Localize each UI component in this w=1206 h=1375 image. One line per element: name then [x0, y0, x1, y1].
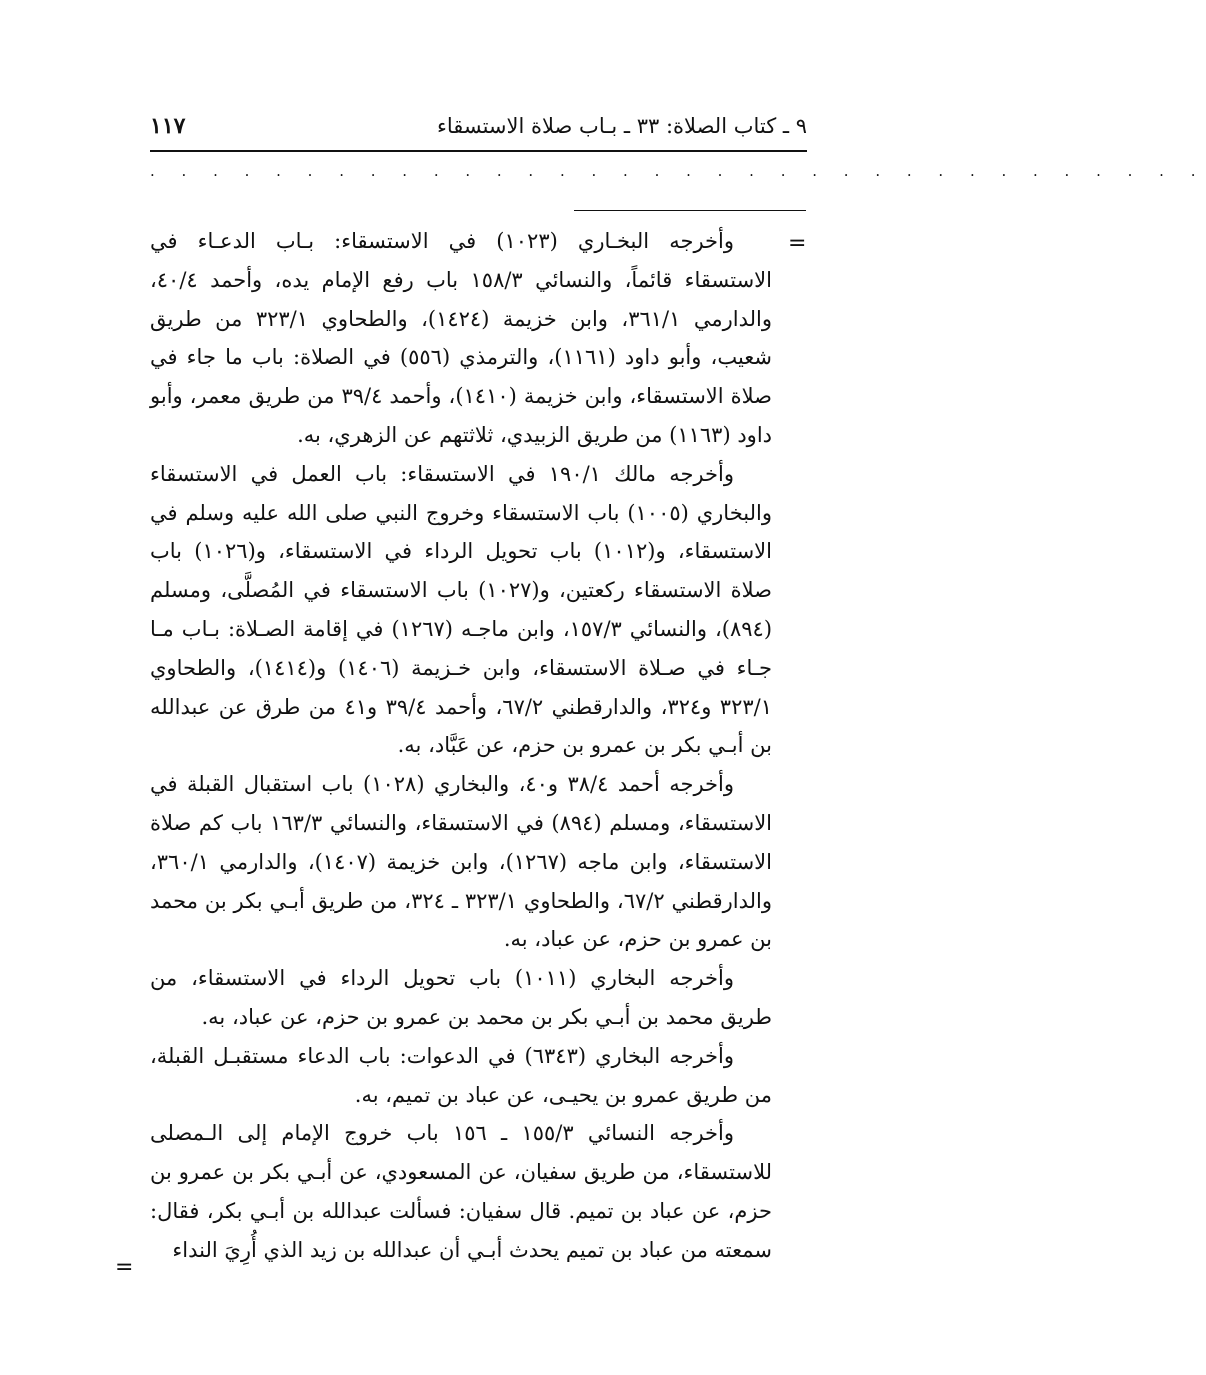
footnote-paragraph: وأخرجه النسائي ١٥٥/٣ ـ ١٥٦ باب خروج الإمام إلى الـمصلى للاستسقاء، من طريق سفيان، عن المسعودي، عن أبـي بكر بن عمرو بن حزم، عن عباد بن تميم. قال سفيان: فسألت عبدالله بن أبـي بكر، فقال: سمعته من عباد بن تميم يحدث أبـي أن عبدالله بن زيد الذي أُرِيَ النداء — [150, 1121, 772, 1262]
continuation-mark-top: = — [788, 231, 807, 256]
footnote-paragraph: وأخرجه البخـاري (١٠٢٣) في الاستسقاء: بـاب الدعـاء في الاستسقاء قائماً، والنسائي ١٥٨/٣ باب رفع الإمام يده، وأحمد ٤٠/٤، والدارمي ٣٦١/١، وابن خزيمة (١٤٢٤)، والطحاوي ٣٢٣/١ من طريق شعيب، وأبو داود (١١٦١)، والترمذي (٥٥٦) في الصلاة: باب ما جاء في صلاة الاستسقاء، وابن خزيمة (١٤١٠)، وأحمد ٣٩/٤ من طريق معمر، وأبو داود (١١٦٣) من طريق الزبيدي، ثلاثتهم عن الزهري، به. — [150, 229, 773, 447]
footnote-paragraph: وأخرجه البخاري (١٠١١) باب تحويل الرداء في الاستسقاء، من طريق محمد بن أبـي بكر بن محمد بن عمرو بن حزم، عن عباد، به. — [150, 966, 772, 1029]
header-rule — [150, 150, 807, 152]
dotted-separator: · · · · · · · · · · · · · · · · · · · · · · · · · · · · · · · · · · — [150, 166, 1206, 184]
footnote-rule — [574, 210, 806, 211]
footnote-paragraph: وأخرجه أحمد ٣٨/٤ و٤٠، والبخاري (١٠٢٨) باب استقبال القبلة في الاستسقاء، ومسلم (٨٩٤) في الاستسقاء، والنسائي ١٦٣/٣ باب كم صلاة الاستسقاء، وابن ماجه (١٢٦٧)، وابن خزيمة (١٤٠٧)، والدارمي ٣٦٠/١، والدارقطني ٦٧/٢، والطحاوي ٣٢٣/١ ـ ٣٢٤، من طريق أبـي بكر بن محمد بن عمرو بن حزم، عن عباد، به. — [150, 772, 773, 952]
continuation-mark-bottom: = — [115, 1255, 134, 1280]
page-number: ١١٧ — [150, 113, 186, 139]
page-header — [150, 106, 807, 146]
footnote-paragraph: وأخرجه مالك ١٩٠/١ في الاستسقاء: باب العمل في الاستسقاء والبخاري (١٠٠٥) باب الاستسقاء وخروج النبي صلى الله عليه وسلم في الاستسقاء، و(١٠١٢) باب تحويل الرداء في الاستسقاء، و(١٠٢٦) باب صلاة الاستسقاء ركعتين، و(١٠٢٧) باب الاستسقاء في المُصلَّى، ومسلم (٨٩٤)، والنسائي ١٥٧/٣، وابن ماجـه (١٢٦٧) في إقامة الصـلاة: بـاب مـا جـاء في صـلاة الاستسقاء، وابن خـزيمة (١٤٠٦) و(١٤١٤)، والطحاوي ٣٢٣/١ و٣٢٤، والدارقطني ٦٧/٢، وأحمد ٣٩/٤ و٤١ من طرق عن عبدالله بن أبـي بكر بن عمرو بن حزم، عن عَبَّاد، به. — [150, 461, 773, 758]
footnote-paragraph: وأخرجه البخاري (٦٣٤٣) في الدعوات: باب الدعاء مستقبـل القبلة، من طريق عمرو بن يحيـى، عن عباد بن تميم، به. — [150, 1043, 772, 1107]
footnote-text — [150, 222, 772, 1270]
running-head: ٩ ـ كتاب الصلاة: ٣٣ ـ بـاب صلاة الاستسقاء — [436, 114, 807, 138]
